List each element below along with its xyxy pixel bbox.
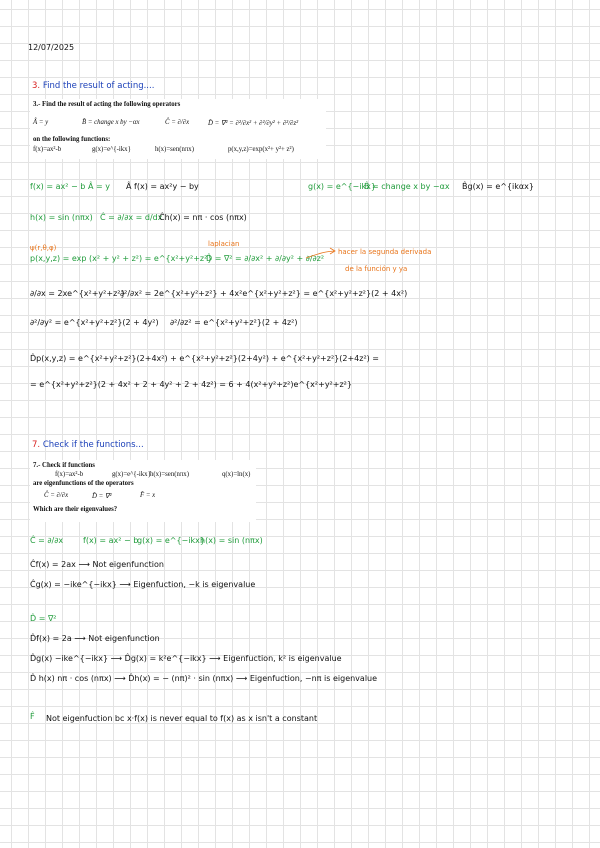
c-operator-definition: Ĉ = ∂/∂x	[30, 536, 64, 545]
d-on-h: D̂ h(x) nπ · cos (nπx) ⟶ D̂h(x) = − (nπ)² · sin (nπx) ⟶ Eigenfuction, −nπ is eigenvalue	[30, 674, 378, 683]
printed-h: h(x)=sen(nπx)	[155, 146, 194, 153]
section-7-number: 7.	[32, 440, 41, 450]
note-line-1: hacer la segunda derivada	[338, 248, 432, 256]
f-operator-note: Not eigenfuction bc x·f(x) is never equal to f(x) as x isn't a constant	[46, 714, 318, 723]
printed-heading-7: 7.- Check if functions	[33, 462, 95, 469]
printed-h-7: h(x)=sen(nπx)	[150, 471, 189, 478]
row2-operator-c: Ĉ = ∂/∂x = d/dx	[100, 213, 163, 222]
c-on-g: Ĉg(x) = −ike^{−ikx} ⟶ Eigenfuction, −k is eigenvalue	[30, 580, 256, 589]
printed-op-c: Ĉ = ∂/∂x	[165, 119, 190, 126]
derivative-x: ∂/∂x = 2xe^{x²+y²+z²}	[30, 289, 126, 298]
printed-g-7: g(x)=e^{-ikx}	[112, 471, 151, 478]
c-function-f: f(x) = ax² − b	[83, 536, 139, 545]
derivative-yy: ∂²/∂y² = e^{x²+y²+z²}(2 + 4y²)	[30, 318, 159, 327]
d-on-g: D̂g(x) −ike^{−ikx} ⟶ D̂g(x) = k²e^{−ikx} ⟶ Eigenfuction, k² is eigenvalue	[30, 654, 342, 663]
printed-heading: 3.- Find the result of acting the following operators	[33, 101, 181, 108]
printed-op-b: B̂ = change x by −αx	[82, 119, 140, 126]
printed-op-f-7: F̂ = x	[140, 492, 156, 499]
printed-op-a: Â = y	[33, 119, 49, 126]
row3-p-definition: p(x,y,z) = exp (x² + y² + z²) = e^{x²+y²+z²}	[30, 254, 213, 263]
c-function-g: g(x) = e^{−ikx}	[137, 536, 205, 545]
printed-q-7: q(x)=ln(x)	[222, 471, 251, 478]
laplacian-label: laplacian	[208, 240, 240, 248]
printed-p: p(x,y,z)=exp(x²+ y²+ z²)	[228, 146, 294, 153]
row3-operator-d: D̂ = ∇² = ∂/∂x² + ∂/∂y² + ∂/∂z²	[206, 254, 325, 263]
section-7-heading	[32, 440, 144, 450]
row2-result-c: Ĉh(x) = nπ · cos (nπx)	[159, 213, 247, 222]
section-7-title: Check if the functions...	[42, 440, 144, 450]
printed-f-7: f(x)=ax²-b	[55, 471, 84, 478]
printed-op-d-7: D̂ = ∇²	[92, 493, 112, 500]
row3-variables: ψ(r,θ,φ)	[30, 244, 57, 252]
f-operator: F̂	[30, 712, 35, 721]
printed-which: Which are their eigenvalues?	[33, 506, 118, 513]
dp-line-2: = e^{x²+y²+z²}(2 + 4x² + 2 + 4y² + 2 + 4z²) = 6 + 4(x²+y²+z²)e^{x²+y²+z²}	[30, 380, 352, 389]
section-7-printed-problem	[30, 460, 256, 522]
row2-h-definition: h(x) = sin (nπx)	[30, 213, 93, 222]
derivative-xx: ∂²/∂x² = 2e^{x²+y²+z²} + 4x²e^{x²+y²+z²} = e^{x²+y²+z²}(2 + 4x²)	[120, 289, 408, 298]
section-3-number: 3.	[32, 81, 41, 91]
d-operator-definition: D̂ = ∇²	[30, 614, 57, 623]
printed-are: are eigenfunctions of the operators	[33, 480, 134, 487]
row1-result-a: Â f(x) = ax²y − by	[126, 182, 199, 191]
row1-operator-a: Â = y	[88, 182, 110, 191]
printed-op-d: D̂ = ∇² = ∂²/∂x² + ∂²/∂y² + ∂²/∂z²	[208, 120, 299, 127]
note-line-2: de la función y ya	[345, 265, 408, 273]
date: 12/07/2025	[28, 43, 75, 52]
row1-g-definition: g(x) = e^{−ikx}	[308, 182, 376, 191]
derivative-zz: ∂²/∂z² = e^{x²+y²+z²}(2 + 4z²)	[170, 318, 298, 327]
c-on-f: Ĉf(x) = 2ax ⟶ Not eigenfunction	[30, 560, 164, 569]
printed-op-c-7: Ĉ = ∂/∂x	[44, 492, 69, 499]
printed-f: f(x)=ax²-b	[33, 146, 62, 153]
printed-g: g(x)=e^{-ikx}	[92, 146, 131, 153]
c-function-h: h(x) = sin (nπx)	[200, 536, 263, 545]
row1-operator-b: B̂ = change x by −αx	[364, 182, 450, 191]
d-on-f: D̂f(x) = 2a ⟶ Not eigenfunction	[30, 634, 160, 643]
orange-arrow-line	[306, 251, 334, 258]
dp-line-1: D̂p(x,y,z) = e^{x²+y²+z²}(2+4x²) + e^{x²+y²+z²}(2+4y²) + e^{x²+y²+z²}(2+4z²) =	[30, 354, 380, 363]
row1-result-b: B̂g(x) = e^{ikαx}	[462, 182, 534, 191]
printed-on-functions: on the following functions:	[33, 136, 111, 143]
section-3-title: Find the result of acting....	[42, 81, 155, 91]
row1-f-definition: f(x) = ax² − b	[30, 182, 86, 191]
